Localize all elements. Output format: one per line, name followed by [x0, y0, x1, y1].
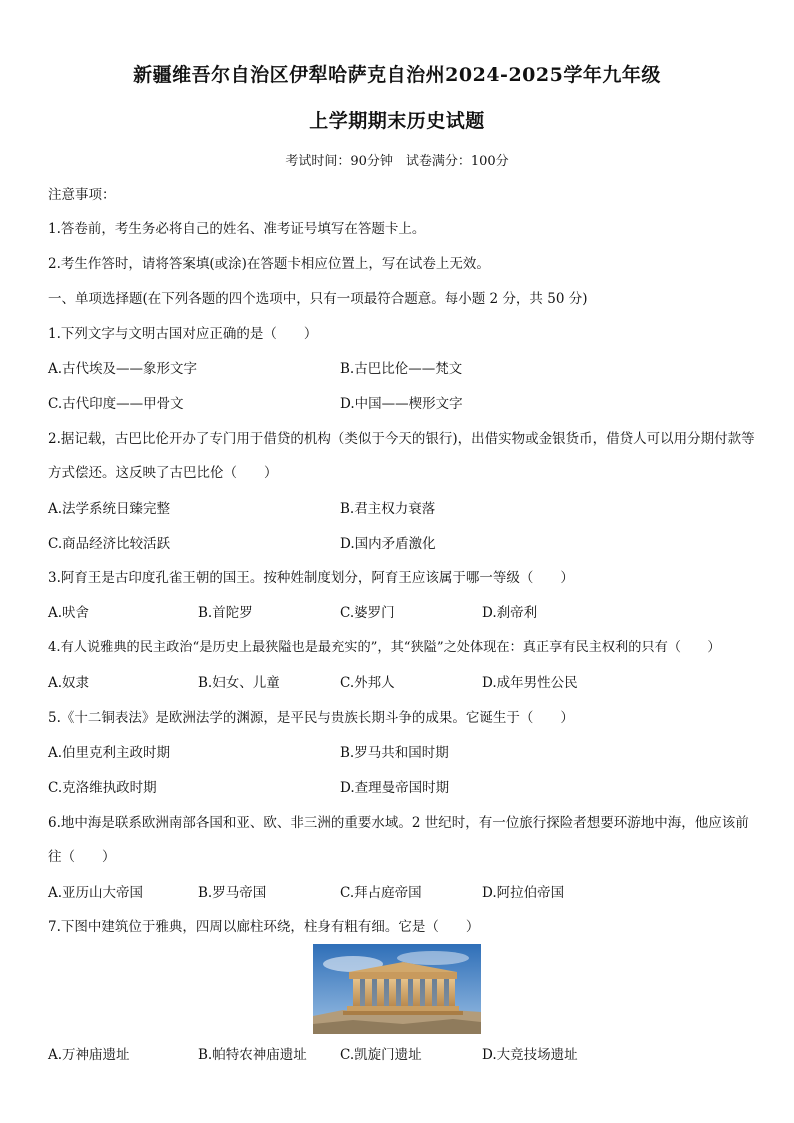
- option-b: B.首陀罗: [198, 605, 253, 621]
- option-c: C.拜占庭帝国: [340, 885, 422, 901]
- option-a: A.奴隶: [48, 675, 90, 691]
- question-stem: 4.有人说雅典的民主政治“是历史上最狭隘也是最充实的”，其“狭隘”之处体现在：真正享有民主权利的只有（ ）: [48, 640, 721, 655]
- option-a: A.法学系统日臻完整: [48, 501, 171, 517]
- option-d: D.查理曼帝国时期: [340, 780, 450, 796]
- option-c: C.克洛维执政时期: [48, 780, 157, 796]
- parthenon-photo: [313, 944, 481, 1034]
- option-c: C.凯旋门遗址: [340, 1047, 422, 1063]
- option-a: A.亚历山大帝国: [48, 885, 144, 901]
- option-c: C.商品经济比较活跃: [48, 536, 171, 552]
- exam-title-line1: 新疆维吾尔自治区伊犁哈萨克自治州2024-2025学年九年级: [133, 64, 661, 86]
- parthenon-illustration: [313, 944, 481, 1034]
- option-d: D.阿拉伯帝国: [482, 885, 565, 901]
- option-b: B.罗马共和国时期: [340, 745, 449, 761]
- question-stem: 5.《十二铜表法》是欧洲法学的渊源，是平民与贵族长期斗争的成果。它诞生于（ ）: [48, 710, 574, 726]
- option-a: A.古代埃及——象形文字: [48, 361, 198, 377]
- option-a: A.万神庙遗址: [48, 1047, 130, 1063]
- option-b: B.帕特农神庙遗址: [198, 1047, 307, 1063]
- option-a: A.伯里克利主政时期: [48, 745, 171, 761]
- exam-info: 考试时间：90分钟 试卷满分：100分: [285, 154, 509, 169]
- question-stem: 6.地中海是联系欧洲南部各国和亚、欧、非三洲的重要水域。2 世纪时，有一位旅行探险者想要环游地中海，他应该前往（ ）: [48, 815, 749, 865]
- exam-title-line2: 上学期期末历史试题: [309, 110, 485, 132]
- notice-item: 2.考生作答时，请将答案填(或涂)在答题卡相应位置上，写在试卷上无效。: [48, 256, 490, 272]
- option-b: B.妇女、儿童: [198, 675, 280, 691]
- option-c: C.婆罗门: [340, 605, 395, 621]
- notice-heading: 注意事项：: [48, 187, 116, 203]
- question-stem: 3.阿育王是古印度孔雀王朝的国王。按种姓制度划分，阿育王应该属于哪一等级（ ）: [48, 570, 574, 586]
- notice-item: 1.答卷前，考生务必将自己的姓名、准考证号填写在答题卡上。: [48, 221, 426, 237]
- option-a: A.吠舍: [48, 605, 90, 621]
- option-d: D.中国——楔形文字: [340, 396, 463, 412]
- option-b: B.古巴比伦——梵文: [340, 361, 463, 377]
- option-b: B.罗马帝国: [198, 885, 267, 901]
- question-stem: 7.下图中建筑位于雅典，四周以廊柱环绕，柱身有粗有细。它是（ ）: [48, 919, 480, 935]
- option-d: D.大竞技场遗址: [482, 1047, 578, 1063]
- option-c: C.外邦人: [340, 675, 395, 691]
- option-d: D.刹帝利: [482, 605, 538, 621]
- option-c: C.古代印度——甲骨文: [48, 396, 184, 412]
- option-b: B.君主权力衰落: [340, 501, 436, 517]
- option-d: D.成年男性公民: [482, 675, 578, 691]
- option-d: D.国内矛盾激化: [340, 536, 436, 552]
- question-stem: 2.据记载，古巴比伦开办了专门用于借贷的机构（类似于今天的银行)，出借实物或金银货币，借贷人可以用分期付款等方式偿还。这反映了古巴比伦（ ）: [48, 431, 755, 481]
- question-stem: 1.下列文字与文明古国对应正确的是（ ）: [48, 326, 318, 342]
- section-heading: 一、单项选择题(在下列各题的四个选项中，只有一项最符合题意。每小题 2 分，共 50 分): [48, 291, 588, 307]
